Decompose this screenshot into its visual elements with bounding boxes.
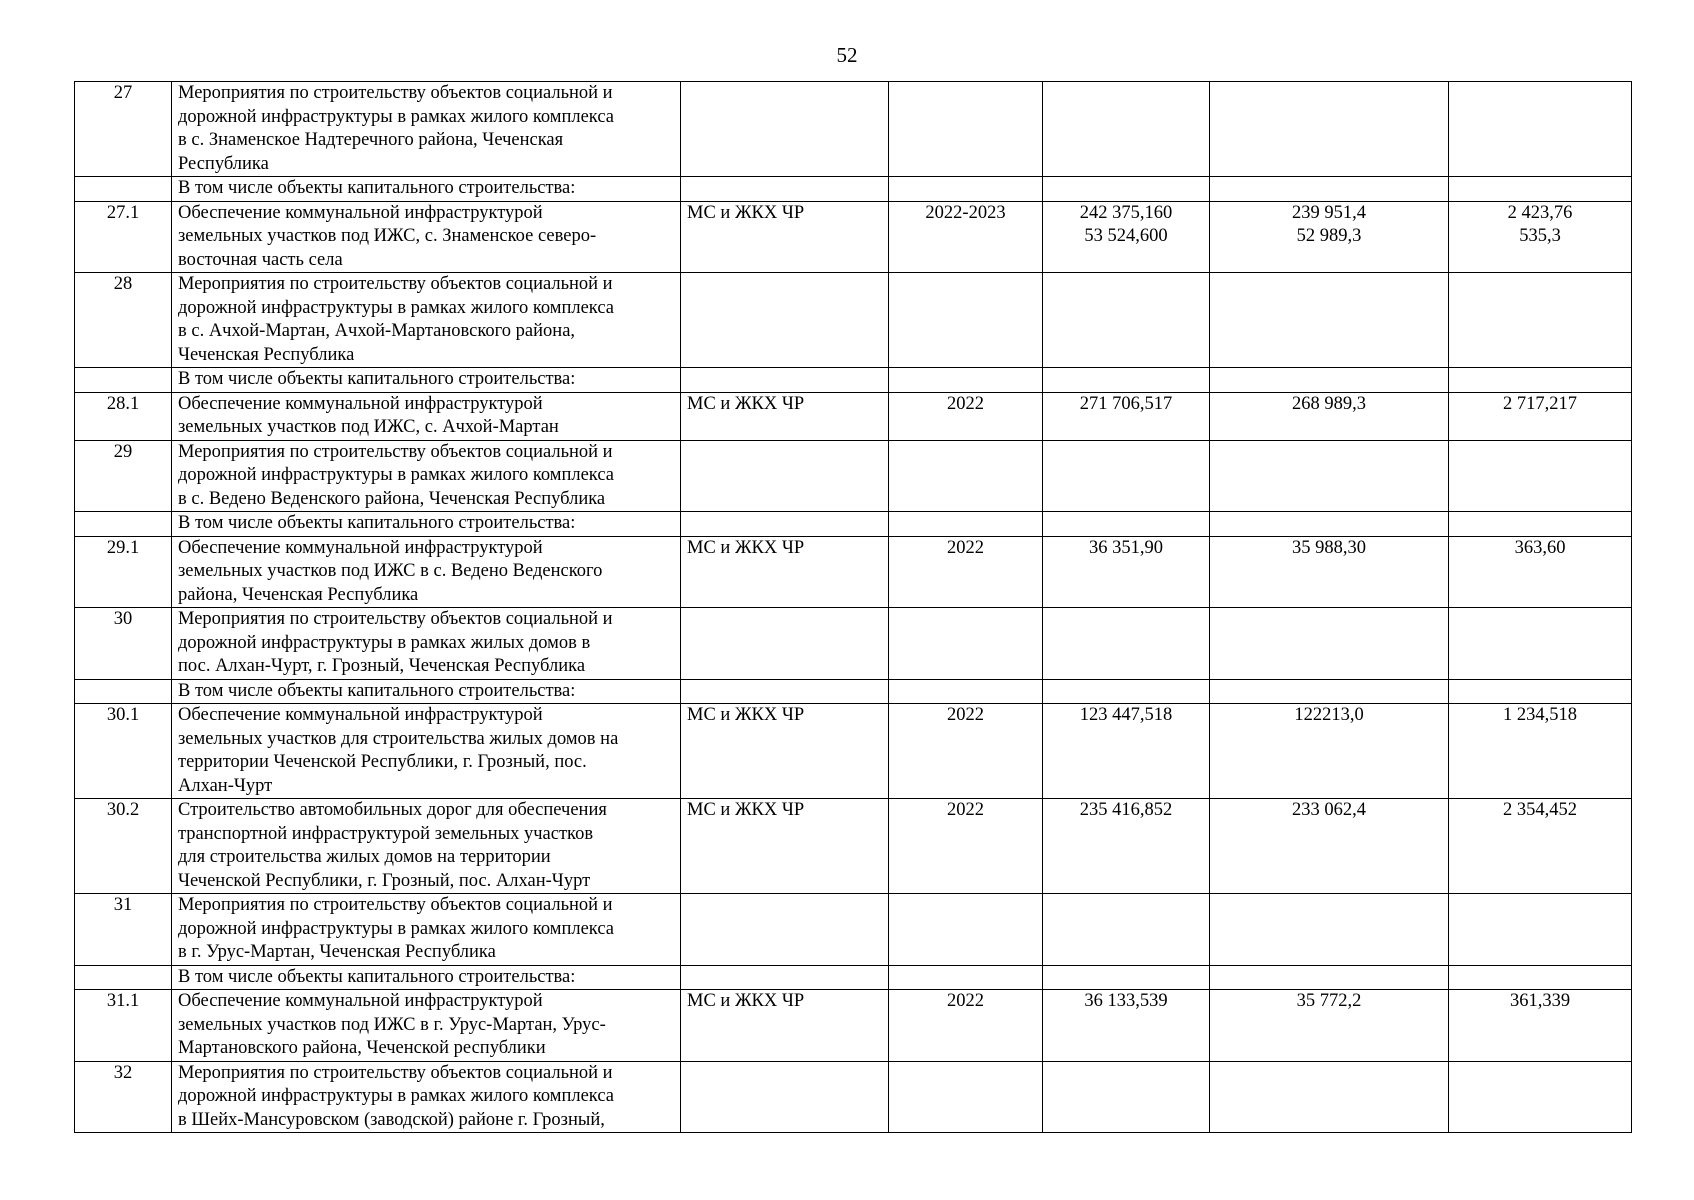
regional-amount-line: 361,339: [1509, 991, 1571, 1011]
row-number: [75, 368, 172, 393]
table-row: [75, 1061, 1632, 1133]
event-name-line: восточная часть села: [178, 249, 343, 270]
total-amount: [1043, 536, 1210, 608]
federal-amount: [1210, 82, 1449, 177]
regional-amount: [1449, 894, 1632, 966]
executor: [681, 1061, 889, 1133]
executor: МС и ЖКХ ЧР: [681, 536, 889, 608]
event-name-line: Мероприятия по строительству объектов социальной и: [178, 1062, 613, 1083]
event-name: [172, 177, 681, 202]
table-row: [75, 82, 1632, 177]
total-amount-line: 123 447,518: [1079, 705, 1173, 725]
event-name: [172, 440, 681, 512]
event-name-line: земельных участков под ИЖС, с. Ачхой-Мартан: [178, 417, 559, 437]
event-name: [172, 1061, 681, 1133]
total-amount-line: 53 524,600: [1084, 226, 1168, 246]
federal-amount-line: 233 062,4: [1292, 800, 1366, 820]
federal-amount: [1210, 679, 1449, 704]
federal-amount-line: 239 951,4: [1292, 202, 1366, 223]
total-amount: [1043, 273, 1210, 368]
event-name-line: Обеспечение коммунальной инфраструктурой: [178, 705, 543, 725]
event-name-line: Мартановского района, Чеченской республики: [178, 1038, 546, 1058]
event-name-line: В том числе объекты капитального строительства:: [178, 966, 576, 987]
regional-amount-line: 2 717,217: [1503, 393, 1577, 414]
executor: МС и ЖКХ ЧР: [681, 392, 889, 440]
period: 2022: [889, 536, 1043, 608]
event-name-line: земельных участков под ИЖС, с. Знаменское северо-: [178, 226, 597, 246]
event-name: [172, 536, 681, 608]
row-number: 27: [75, 82, 172, 177]
event-name: [172, 965, 681, 990]
total-amount-line: 235 416,852: [1079, 800, 1173, 820]
regional-amount: [1449, 965, 1632, 990]
table-row: [75, 799, 1632, 894]
event-name-line: Обеспечение коммунальной инфраструктурой: [178, 202, 543, 223]
federal-amount: [1210, 177, 1449, 202]
executor: [681, 679, 889, 704]
federal-amount: [1210, 273, 1449, 368]
row-number: [75, 177, 172, 202]
regional-amount: [1449, 392, 1632, 440]
executor: [681, 440, 889, 512]
total-amount: [1043, 440, 1210, 512]
regional-amount: [1449, 990, 1632, 1062]
total-amount-line: 271 706,517: [1079, 393, 1173, 414]
event-name-line: Обеспечение коммунальной инфраструктурой: [178, 991, 543, 1011]
event-name: [172, 990, 681, 1062]
federal-amount: [1210, 201, 1449, 273]
event-name: [172, 368, 681, 393]
regional-amount-line: 1 234,518: [1503, 705, 1577, 725]
event-name-line: земельных участков под ИЖС в г. Урус-Мартан, Урус-: [178, 1014, 606, 1035]
federal-amount: [1210, 704, 1449, 799]
period: [889, 177, 1043, 202]
event-name-line: транспортной инфраструктурой земельных участков: [178, 823, 594, 844]
regional-amount-line: 363,60: [1514, 537, 1566, 558]
period: [889, 965, 1043, 990]
row-number: 27.1: [75, 201, 172, 273]
executor: МС и ЖКХ ЧР: [681, 990, 889, 1062]
federal-amount: [1210, 799, 1449, 894]
executor: [681, 894, 889, 966]
federal-amount-line: 35 988,30: [1292, 537, 1366, 558]
executor: МС и ЖКХ ЧР: [681, 799, 889, 894]
total-amount: [1043, 894, 1210, 966]
federal-amount: [1210, 608, 1449, 680]
regional-amount: [1449, 440, 1632, 512]
federal-amount: [1210, 536, 1449, 608]
executor: [681, 368, 889, 393]
table-row: [75, 990, 1632, 1062]
row-number: 30.1: [75, 704, 172, 799]
event-name-line: Мероприятия по строительству объектов социальной и: [178, 609, 613, 629]
event-name: [172, 679, 681, 704]
event-name-line: В том числе объекты капитального строительства:: [178, 513, 576, 533]
event-name: [172, 201, 681, 273]
subheading-row: [75, 368, 1632, 393]
event-name-line: Чеченской Республики, г. Грозный, пос. Алхан-Чурт: [178, 870, 591, 891]
regional-amount: [1449, 536, 1632, 608]
event-name: [172, 608, 681, 680]
subheading-row: [75, 177, 1632, 202]
period: 2022: [889, 990, 1043, 1062]
federal-amount: [1210, 392, 1449, 440]
table-row: [75, 273, 1632, 368]
federal-amount: [1210, 512, 1449, 537]
event-name-line: Обеспечение коммунальной инфраструктурой: [178, 537, 543, 558]
regional-amount: [1449, 273, 1632, 368]
total-amount-line: 36 351,90: [1089, 537, 1163, 558]
period: [889, 608, 1043, 680]
period: [889, 82, 1043, 177]
executor: [681, 177, 889, 202]
federal-amount: [1210, 1061, 1449, 1133]
event-name-line: В том числе объекты капитального строительства:: [178, 369, 576, 389]
regional-amount-line: 535,3: [1519, 226, 1561, 246]
event-name-line: Алхан-Чурт: [178, 775, 273, 796]
event-name-line: Мероприятия по строительству объектов социальной и: [178, 441, 613, 462]
event-name: [172, 82, 681, 177]
period: [889, 440, 1043, 512]
page-number: 52: [836, 43, 858, 67]
table-row: [75, 392, 1632, 440]
executor: [681, 965, 889, 990]
event-name-line: дорожной инфраструктуры в рамках жилого комплекса: [178, 297, 614, 318]
executor: [681, 273, 889, 368]
regional-amount: [1449, 82, 1632, 177]
table-row: [75, 440, 1632, 512]
event-name-line: дорожной инфраструктуры в рамках жилого комплекса: [178, 106, 614, 127]
event-name-line: района, Чеченская Республика: [178, 584, 419, 605]
table-row: [75, 704, 1632, 799]
federal-amount: [1210, 990, 1449, 1062]
federal-amount: [1210, 440, 1449, 512]
period: 2022: [889, 392, 1043, 440]
total-amount: [1043, 965, 1210, 990]
row-number: 30.2: [75, 799, 172, 894]
row-number: [75, 679, 172, 704]
event-name-line: дорожной инфраструктуры в рамках жилого комплекса: [178, 1086, 614, 1106]
regional-amount: [1449, 799, 1632, 894]
event-name-line: В том числе объекты капитального строительства:: [178, 680, 576, 701]
period: [889, 679, 1043, 704]
executor: [681, 512, 889, 537]
federal-amount: [1210, 965, 1449, 990]
event-name-line: в г. Урус-Мартан, Чеченская Республика: [178, 942, 496, 962]
total-amount: [1043, 608, 1210, 680]
executor: МС и ЖКХ ЧР: [681, 704, 889, 799]
row-number: 28: [75, 273, 172, 368]
regional-amount-line: 2 354,452: [1503, 800, 1577, 820]
row-number: 32: [75, 1061, 172, 1133]
event-name-line: В том числе объекты капитального строительства:: [178, 178, 576, 198]
event-name-line: в с. Ведено Веденского района, Чеченская Республика: [178, 488, 606, 509]
federal-amount: [1210, 894, 1449, 966]
federal-amount-line: 52 989,3: [1296, 226, 1362, 246]
event-name: [172, 704, 681, 799]
event-name-line: Мероприятия по строительству объектов социальной и: [178, 274, 613, 294]
event-name-line: Чеченская Республика: [178, 344, 355, 365]
row-number: 29: [75, 440, 172, 512]
federal-amount: [1210, 368, 1449, 393]
event-name: [172, 273, 681, 368]
regional-amount-line: 2 423,76: [1507, 202, 1573, 223]
executor: МС и ЖКХ ЧР: [681, 201, 889, 273]
period: [889, 368, 1043, 393]
subheading-row: [75, 965, 1632, 990]
total-amount: [1043, 82, 1210, 177]
event-name-line: Республика: [178, 153, 269, 174]
row-number: 31.1: [75, 990, 172, 1062]
event-name-line: Мероприятия по строительству объектов социальной и: [178, 895, 613, 915]
event-name-line: Мероприятия по строительству объектов социальной и: [178, 83, 613, 103]
total-amount-line: 242 375,160: [1079, 202, 1173, 223]
event-name-line: земельных участков для строительства жилых домов на: [178, 728, 619, 749]
regional-amount: [1449, 177, 1632, 202]
regional-amount: [1449, 704, 1632, 799]
event-name-line: в с. Ачхой-Мартан, Ачхой-Мартановского района,: [178, 321, 576, 341]
event-name-line: пос. Алхан-Чурт, г. Грозный, Чеченская Республика: [178, 656, 586, 676]
event-name: [172, 799, 681, 894]
regional-amount: [1449, 1061, 1632, 1133]
row-number: [75, 512, 172, 537]
event-name-line: для строительства жилых домов на территории: [178, 847, 551, 867]
total-amount: [1043, 177, 1210, 202]
total-amount: [1043, 704, 1210, 799]
event-name-line: в Шейх-Мансуровском (заводской) районе г. Грозный,: [178, 1109, 605, 1130]
row-number: [75, 965, 172, 990]
event-name: [172, 512, 681, 537]
total-amount: [1043, 392, 1210, 440]
total-amount: [1043, 1061, 1210, 1133]
regional-amount: [1449, 512, 1632, 537]
subheading-row: [75, 512, 1632, 537]
federal-amount-line: 35 772,2: [1296, 991, 1362, 1011]
executor: [681, 608, 889, 680]
row-number: 28.1: [75, 392, 172, 440]
federal-amount-line: 122213,0: [1294, 705, 1364, 725]
row-number: 31: [75, 894, 172, 966]
total-amount: [1043, 512, 1210, 537]
executor: [681, 82, 889, 177]
regional-amount: [1449, 679, 1632, 704]
table-row: [75, 608, 1632, 680]
total-amount: [1043, 799, 1210, 894]
row-number: 29.1: [75, 536, 172, 608]
row-number: 30: [75, 608, 172, 680]
total-amount: [1043, 679, 1210, 704]
event-name-line: дорожной инфраструктуры в рамках жилых домов в: [178, 632, 591, 653]
event-name-line: дорожной инфраструктуры в рамках жилого комплекса: [178, 918, 614, 939]
period: 2022-2023: [889, 201, 1043, 273]
total-amount-line: 36 133,539: [1084, 991, 1168, 1011]
event-name: [172, 392, 681, 440]
period: [889, 1061, 1043, 1133]
total-amount: [1043, 201, 1210, 273]
period: 2022: [889, 704, 1043, 799]
total-amount: [1043, 990, 1210, 1062]
federal-amount-line: 268 989,3: [1292, 393, 1366, 414]
event-name-line: Строительство автомобильных дорог для обеспечения: [178, 800, 607, 820]
event-name-line: земельных участков под ИЖС в с. Ведено Веденского: [178, 561, 603, 581]
program-table: [74, 81, 1632, 1133]
table-row: [75, 894, 1632, 966]
regional-amount: [1449, 201, 1632, 273]
period: [889, 512, 1043, 537]
period: [889, 894, 1043, 966]
table-body: [75, 82, 1632, 1133]
event-name-line: в с. Знаменское Надтеречного района, Чеченская: [178, 130, 564, 150]
event-name: [172, 894, 681, 966]
subheading-row: [75, 679, 1632, 704]
table-row: [75, 536, 1632, 608]
period: 2022: [889, 799, 1043, 894]
event-name-line: территории Чеченской Республики, г. Грозный, пос.: [178, 752, 587, 772]
regional-amount: [1449, 368, 1632, 393]
table-row: [75, 201, 1632, 273]
event-name-line: дорожной инфраструктуры в рамках жилого комплекса: [178, 465, 614, 485]
total-amount: [1043, 368, 1210, 393]
event-name-line: Обеспечение коммунальной инфраструктурой: [178, 393, 543, 414]
regional-amount: [1449, 608, 1632, 680]
period: [889, 273, 1043, 368]
